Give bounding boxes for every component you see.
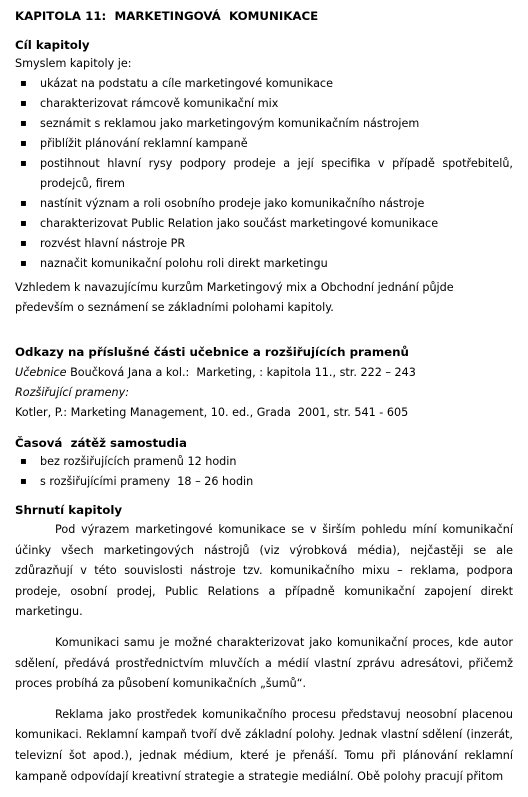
goal-item: ▪ naznačit komunikační polohu roli direkt marketingu <box>15 254 513 274</box>
references-section <box>15 344 513 423</box>
time-section <box>15 435 513 492</box>
extended-label: Rozšiřující prameny: <box>15 386 129 399</box>
textbook-reference <box>15 363 513 383</box>
chapter-title: KAPITOLA 11: MARKETINGOVÁ KOMUNIKACE <box>15 9 319 23</box>
goal-intro: Smyslem kapitoly je: <box>15 57 132 70</box>
textbook-text: Boučková Jana a kol.: Marketing, : kapitola 11., str. 222 – 243 <box>66 366 416 379</box>
references-heading: Odkazy na příslušné části učebnice a rozšiřujících pramenů <box>15 345 409 359</box>
time-item: ▪ bez rozšiřujících pramenů 12 hodin <box>15 452 513 472</box>
time-heading: Časová zátěž samostudia <box>15 436 187 450</box>
extended-text: Kotler, P.: Marketing Management, 10. ed., Grada 2001, str. 541 - 605 <box>15 406 409 419</box>
goal-list <box>15 74 513 274</box>
time-item: ▪ s rozšiřujícími prameny 18 – 26 hodin <box>15 472 513 492</box>
time-list <box>15 452 513 492</box>
goal-item: ▪ nastínit význam a roli osobního prodeje jako komunikačního nástroje <box>15 194 513 214</box>
goal-item: ▪ přiblížit plánování reklamní kampaně <box>15 134 513 154</box>
goal-item: ▪ seznámit s reklamou jako marketingovým komunikačním nástrojem <box>15 114 513 134</box>
goal-item: ▪ charakterizovat rámcově komunikační mix <box>15 94 513 114</box>
goal-item: ▪ postihnout hlavní rysy podpory prodeje a její specifika v případě spotřebitelů, prodejců, firem <box>15 154 513 194</box>
textbook-label: Učebnice <box>15 366 67 379</box>
summary-paragraph: Komunikaci samu je možné charakterizovat jako komunikační proces, kde autor sdělení, předává prostřednictvím mluvčích a médií vlastní zprávu adresátovi, přičemž proces probíhá za působení komunikačních „šumů“. <box>15 635 513 691</box>
goal-item: ▪ charakterizovat Public Relation jako součást marketingové komunikace <box>15 214 513 234</box>
goal-item: ▪ ukázat na podstatu a cíle marketingové komunikace <box>15 74 513 94</box>
summary-paragraph: Reklama jako prostředek komunikačního procesu představuj neosobní placenou komunikaci. Reklamní kampaň tvoří dvě základní polohy. Jednak vlastní sdělení (inzerát, televizní šot apod.), jednak médium, které je přenáší. Tomu při plánování reklamní kampaně odpovídají kreativní strategie a strategie mediální. Obě polohy pracují přitom <box>15 707 513 783</box>
goal-heading: Cíl kapitoly <box>15 38 90 52</box>
goal-section <box>15 37 513 318</box>
goal-item: ▪ rozvést hlavní nástroje PR <box>15 234 513 254</box>
summary-section <box>15 502 513 787</box>
summary-heading: Shrnutí kapitoly <box>15 503 123 517</box>
goal-outro: Vzhledem k navazujícímu kurzům Marketingový mix a Obchodní jednání půjde především o seznámení se základními polohami kapitoly. <box>15 281 454 314</box>
document-page <box>15 8 513 787</box>
summary-paragraph: Pod výrazem marketingové komunikace se v širším pohledu míní komunikační účinky všech marketingových nástrojů (viz výrobková média), nejčastěji se ale zdůrazňují v této souvislosti nástroje tzv. komunikačního mixu – reklama, podpora prodeje, osobní prodej, Public Relations a případně komunikační zapojení direkt marketingu. <box>15 523 513 619</box>
